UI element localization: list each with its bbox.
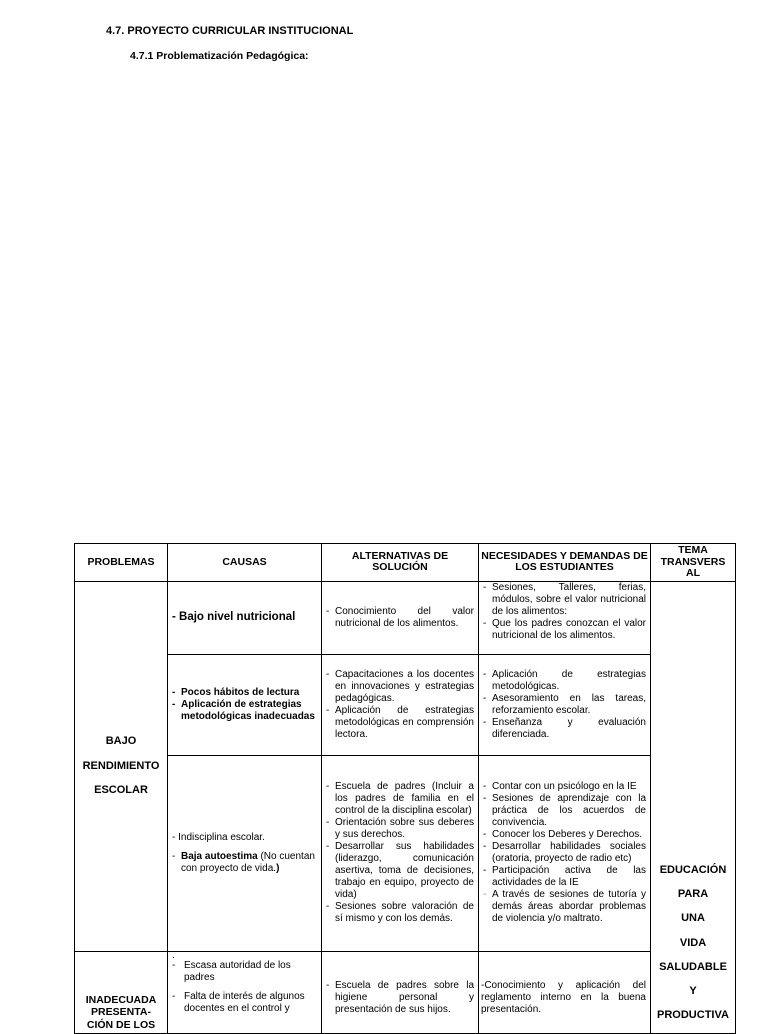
list-item: - Escuela de padres (Incluir a los padres de familia en el control de la disciplina escolar) bbox=[326, 781, 474, 817]
need-cell bbox=[479, 654, 651, 755]
alternative-cell bbox=[322, 654, 479, 755]
list-item: - Contar con un psicólogo en la IE bbox=[483, 781, 646, 793]
table-row bbox=[75, 654, 736, 755]
table-row bbox=[75, 581, 736, 654]
list-item: - Conocimiento del valor nutricional de los alimentos. bbox=[326, 606, 474, 630]
header-necesidades: NECESIDADES Y DEMANDAS DE LOS ESTUDIANTES bbox=[479, 544, 651, 582]
header-row bbox=[75, 544, 736, 582]
list-item: - A través de sesiones de tutoría y demás áreas abordar problemas de violencia y/o maltrato. bbox=[483, 889, 646, 925]
cause-cell bbox=[168, 581, 322, 654]
cause-cell bbox=[168, 951, 322, 1034]
header-tema: TEMA TRANSVERS AL bbox=[651, 544, 736, 582]
table-row bbox=[75, 755, 736, 951]
list-item: - Conocer los Deberes y Derechos. bbox=[483, 829, 646, 841]
list-item: - Aplicación de estrategias metodológicas en comprensión lectora. bbox=[326, 705, 474, 741]
problem-bajo-rendimiento: BAJO RENDIMIENTO ESCOLAR bbox=[75, 581, 168, 951]
list-item: - Escasa autoridad de los padres bbox=[172, 960, 317, 984]
cause-cell bbox=[168, 654, 322, 755]
section-heading: 4.7. PROYECTO CURRICULAR INSTITUCIONAL bbox=[106, 25, 354, 37]
cause-cell bbox=[168, 755, 322, 951]
list-item: - Asesoramiento en las tareas, reforzamiento escolar. bbox=[483, 693, 646, 717]
list-item: - Falta de interés de algunos docentes en el control y bbox=[172, 991, 317, 1015]
need-text: -Conocimiento y aplicación del reglamento interno en la buena presentación. bbox=[481, 979, 646, 1015]
cause-text: - Baja autoestima (No cuentan con proyecto de vida.) bbox=[172, 850, 315, 874]
alternative-cell bbox=[322, 755, 479, 951]
list-item: - Sesiones, Talleres, ferias, módulos, sobre el valor nutricional de los alimentos: bbox=[483, 582, 646, 618]
list-item: - Desarrollar sus habilidades (liderazgo, comunicación asertiva, toma de decisiones, trabajo en equipo, proyecto de vida) bbox=[326, 841, 474, 901]
tema-transversal: EDUCACIÓN PARA UNA VIDA SALUDABLE Y PRODUCTIVA bbox=[651, 581, 736, 1034]
list-item: - Aplicación de estrategias metodológicas inadecuadas bbox=[172, 699, 317, 723]
dot-mark: . bbox=[172, 949, 175, 961]
list-item: - Enseñanza y evaluación diferenciada. bbox=[483, 717, 646, 741]
problematization-table bbox=[74, 543, 736, 1034]
list-item: - Aplicación de estrategias metodológicas. bbox=[483, 669, 646, 693]
header-causas: CAUSAS bbox=[168, 544, 322, 582]
list-item: - Participación activa de las actividades de la IE bbox=[483, 865, 646, 889]
subsection-heading: 4.7.1 Problematización Pedagógica: bbox=[130, 50, 309, 62]
list-item: - Orientación sobre sus deberes y sus derechos. bbox=[326, 817, 474, 841]
header-alternativas: ALTERNATIVAS DE SOLUCIÓN bbox=[322, 544, 479, 582]
problem-inadecuada-presentacion: INADECUADA PRESENTA-CIÓN DE LOS bbox=[75, 951, 168, 1034]
list-item: - Capacitaciones a los docentes en innovaciones y estrategias pedagógicas. bbox=[326, 669, 474, 705]
list-item: - Sesiones de aprendizaje con la práctica de los acuerdos de convivencia. bbox=[483, 793, 646, 829]
table-row bbox=[75, 951, 736, 1034]
list-item: - Escuela de padres sobre la higiene personal y presentación de sus hijos. bbox=[326, 980, 474, 1016]
list-item: - Desarrollar habilidades sociales (oratoria, proyecto de radio etc) bbox=[483, 841, 646, 865]
alternative-cell bbox=[322, 951, 479, 1034]
need-cell bbox=[479, 581, 651, 654]
cause-text: - Bajo nivel nutricional bbox=[172, 610, 296, 623]
cause-text: - Indisciplina escolar. bbox=[172, 831, 265, 843]
list-item: - Que los padres conozcan el valor nutricional de los alimentos. bbox=[483, 618, 646, 642]
need-cell bbox=[479, 755, 651, 951]
header-problemas: PROBLEMAS bbox=[75, 544, 168, 582]
need-cell bbox=[479, 951, 651, 1034]
list-item: - Pocos hábitos de lectura bbox=[172, 687, 317, 699]
list-item: - Sesiones sobre valoración de sí mismo y con los demás. bbox=[326, 901, 474, 925]
alternative-cell bbox=[322, 581, 479, 654]
